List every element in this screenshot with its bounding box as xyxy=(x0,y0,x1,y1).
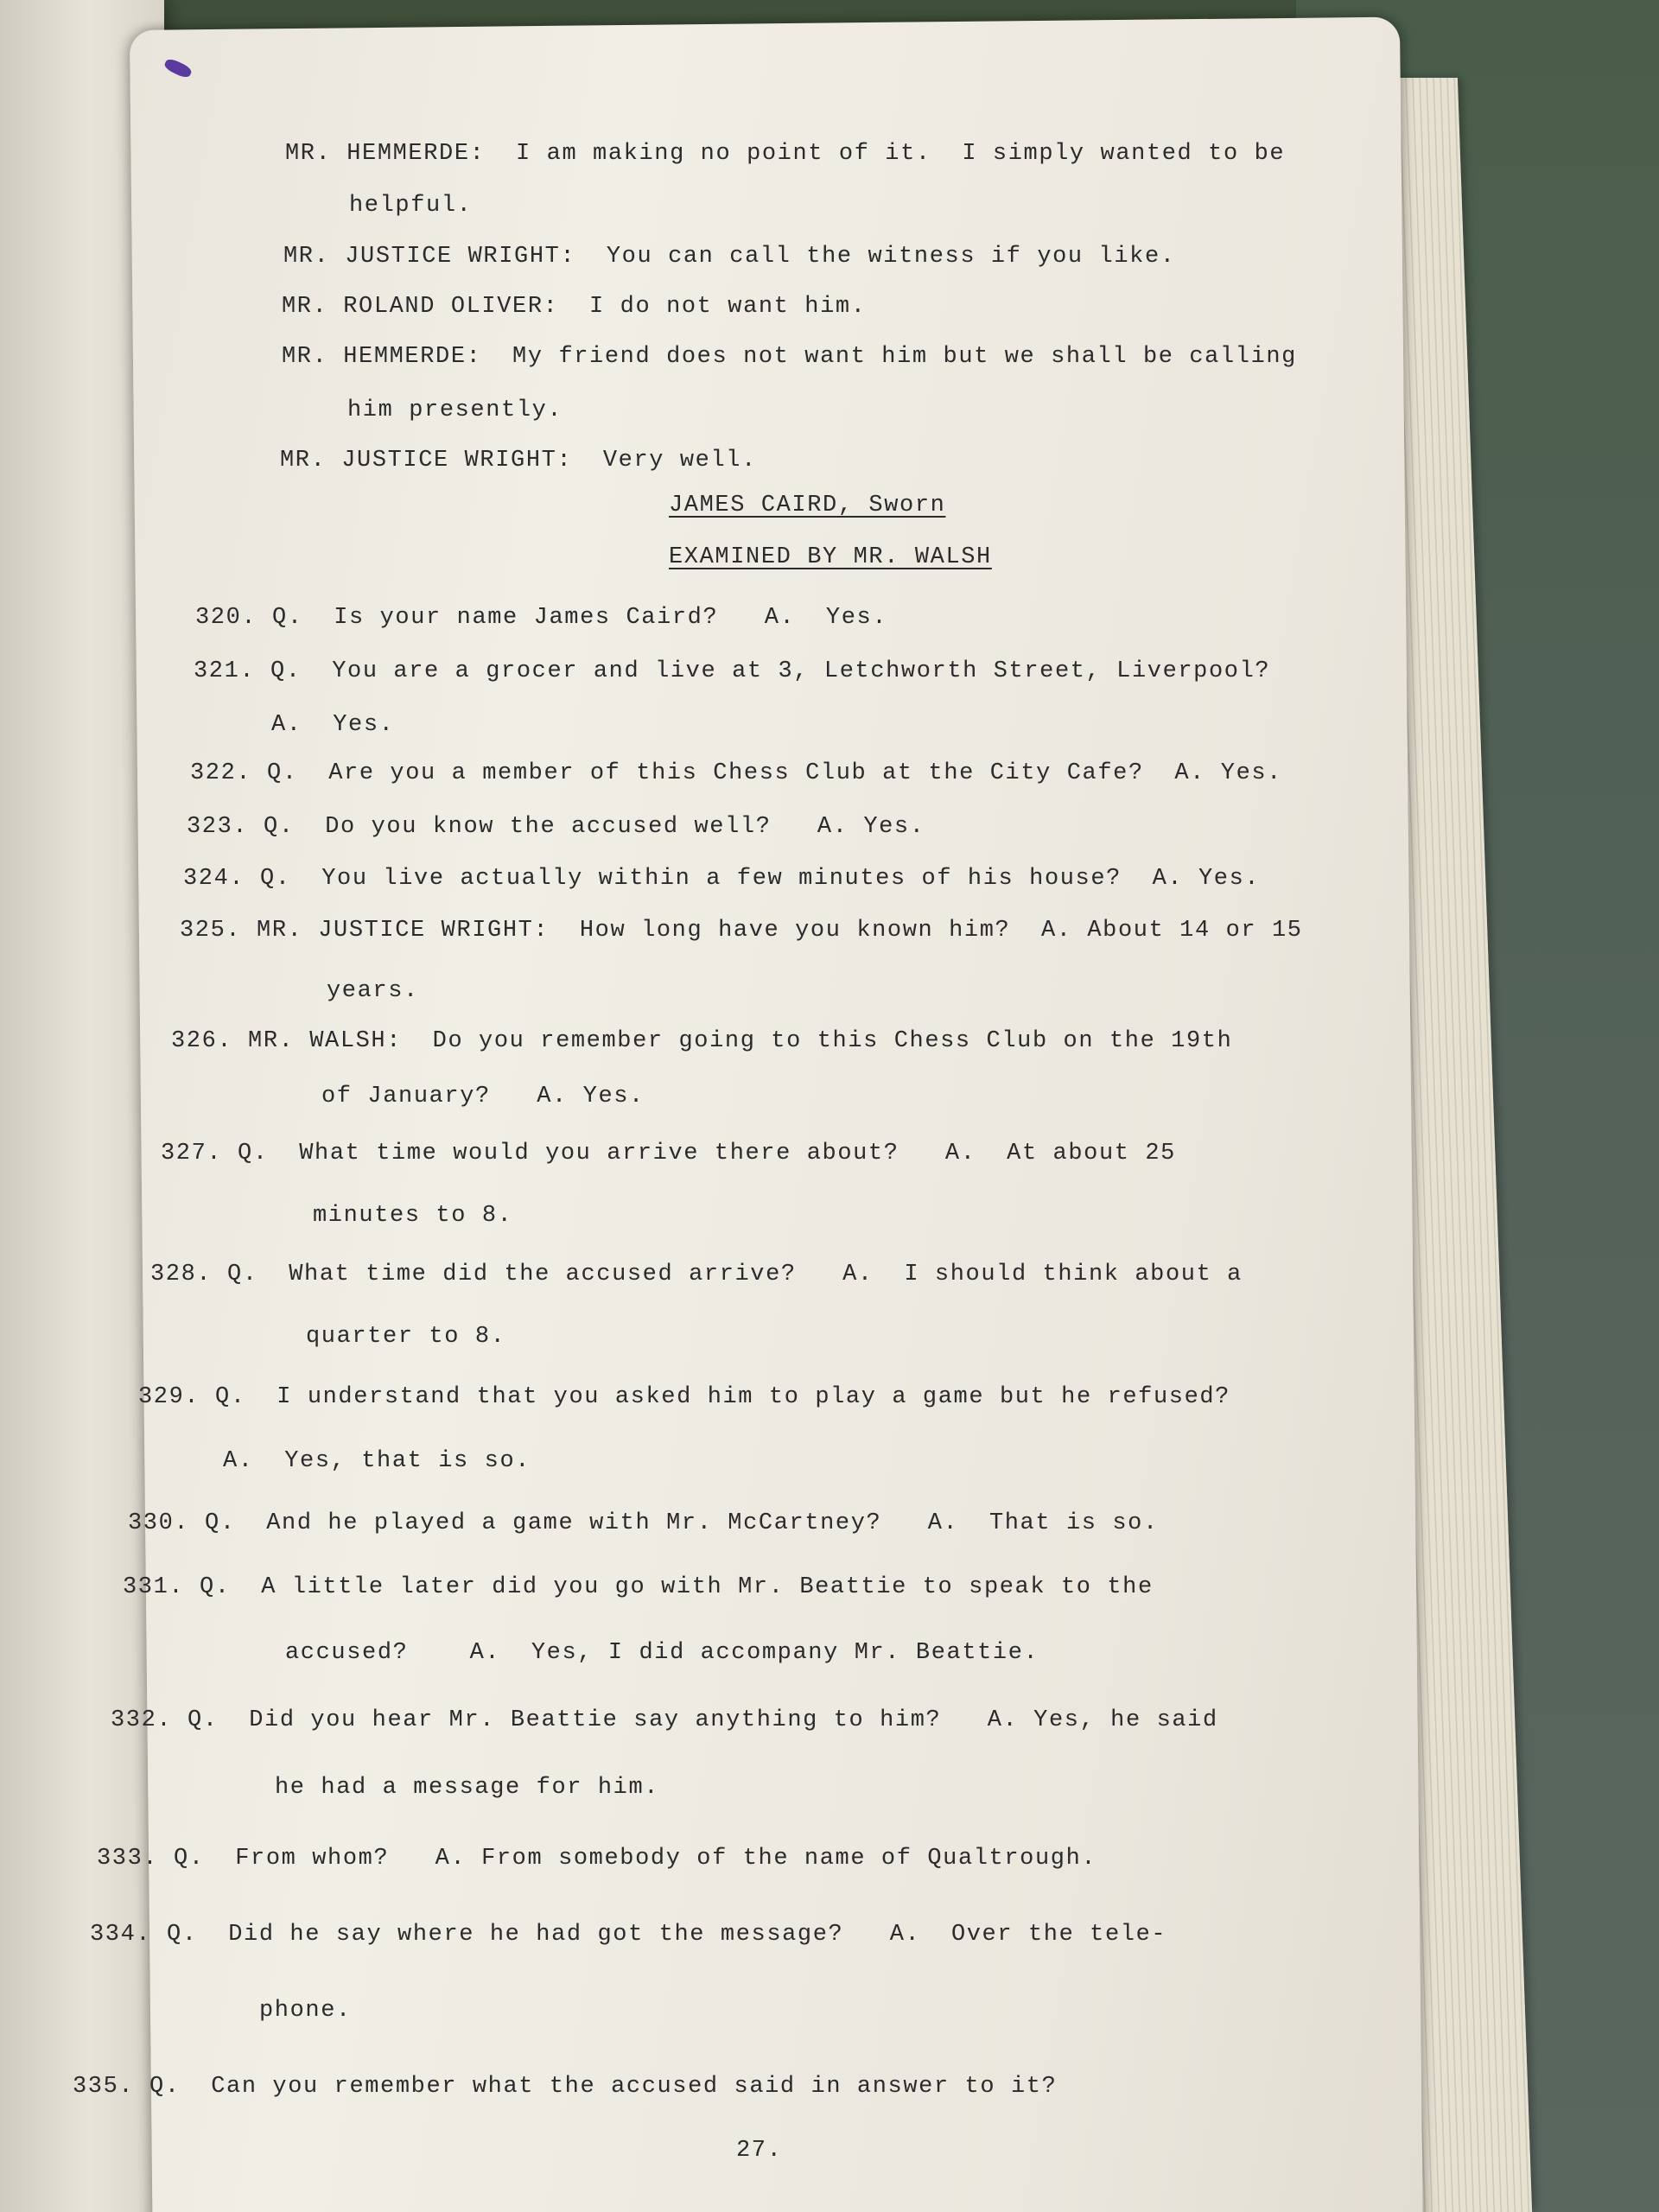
transcript-line: MR. JUSTICE WRIGHT: Very well. xyxy=(280,448,757,474)
examination-heading: EXAMINED BY MR. WALSH xyxy=(669,544,992,570)
transcript-line: 331. Q. A little later did you go with Mr. Beattie to speak to the xyxy=(123,1574,1154,1600)
transcript-line: 334. Q. Did he say where he had got the message? A. Over the tele- xyxy=(90,1922,1167,1948)
transcript-line: helpful. xyxy=(349,193,473,219)
transcript-line: phone. xyxy=(259,1998,352,2024)
witness-heading: JAMES CAIRD, Sworn xyxy=(669,493,946,518)
transcript-line: 325. MR. JUSTICE WRIGHT: How long have you known him? A. About 14 or 15 xyxy=(180,918,1303,944)
transcript-line: 326. MR. WALSH: Do you remember going to this Chess Club on the 19th xyxy=(171,1028,1233,1054)
transcript-line: accused? A. Yes, I did accompany Mr. Beattie. xyxy=(285,1640,1039,1666)
transcript-line: MR. ROLAND OLIVER: I do not want him. xyxy=(282,294,867,320)
transcript-line: MR. HEMMERDE: I am making no point of it. I simply wanted to be xyxy=(285,141,1286,167)
transcript-line: 320. Q. Is your name James Caird? A. Yes. xyxy=(195,605,888,631)
transcript-line: 327. Q. What time would you arrive there about? A. At about 25 xyxy=(161,1141,1176,1166)
transcript-line: 324. Q. You live actually within a few minutes of his house? A. Yes. xyxy=(183,866,1261,892)
transcript-line: he had a message for him. xyxy=(275,1775,660,1801)
transcript-line: 322. Q. Are you a member of this Chess Club at the City Cafe? A. Yes. xyxy=(190,760,1282,786)
transcript-line: 321. Q. You are a grocer and live at 3, Letchworth Street, Liverpool? xyxy=(194,658,1271,684)
transcript-line: 323. Q. Do you know the accused well? A. Yes. xyxy=(187,814,925,840)
transcript-line: him presently. xyxy=(347,397,563,423)
page-number: 27. xyxy=(736,2138,783,2164)
transcript-line: quarter to 8. xyxy=(306,1324,506,1350)
transcript-line: 330. Q. And he played a game with Mr. McCartney? A. That is so. xyxy=(128,1510,1159,1536)
transcript-line: minutes to 8. xyxy=(313,1203,513,1229)
transcript-line: 328. Q. What time did the accused arrive? A. I should think about a xyxy=(150,1262,1243,1287)
transcript-line: 329. Q. I understand that you asked him to play a game but he refused? xyxy=(138,1384,1230,1410)
transcript-line: of January? A. Yes. xyxy=(321,1084,645,1109)
transcript-line: A. Yes. xyxy=(271,712,395,738)
transcript-line: MR. HEMMERDE: My friend does not want him but we shall be calling xyxy=(282,344,1297,370)
transcript-line: MR. JUSTICE WRIGHT: You can call the witness if you like. xyxy=(283,244,1176,270)
transcript-line: 332. Q. Did you hear Mr. Beattie say anything to him? A. Yes, he said xyxy=(111,1707,1218,1733)
transcript-line: A. Yes, that is so. xyxy=(223,1448,531,1474)
transcript-line: 333. Q. From whom? A. From somebody of the name of Qualtrough. xyxy=(97,1846,1097,1872)
transcript-line: years. xyxy=(327,978,419,1004)
transcript-line: 335. Q. Can you remember what the accused said in answer to it? xyxy=(73,2074,1058,2100)
